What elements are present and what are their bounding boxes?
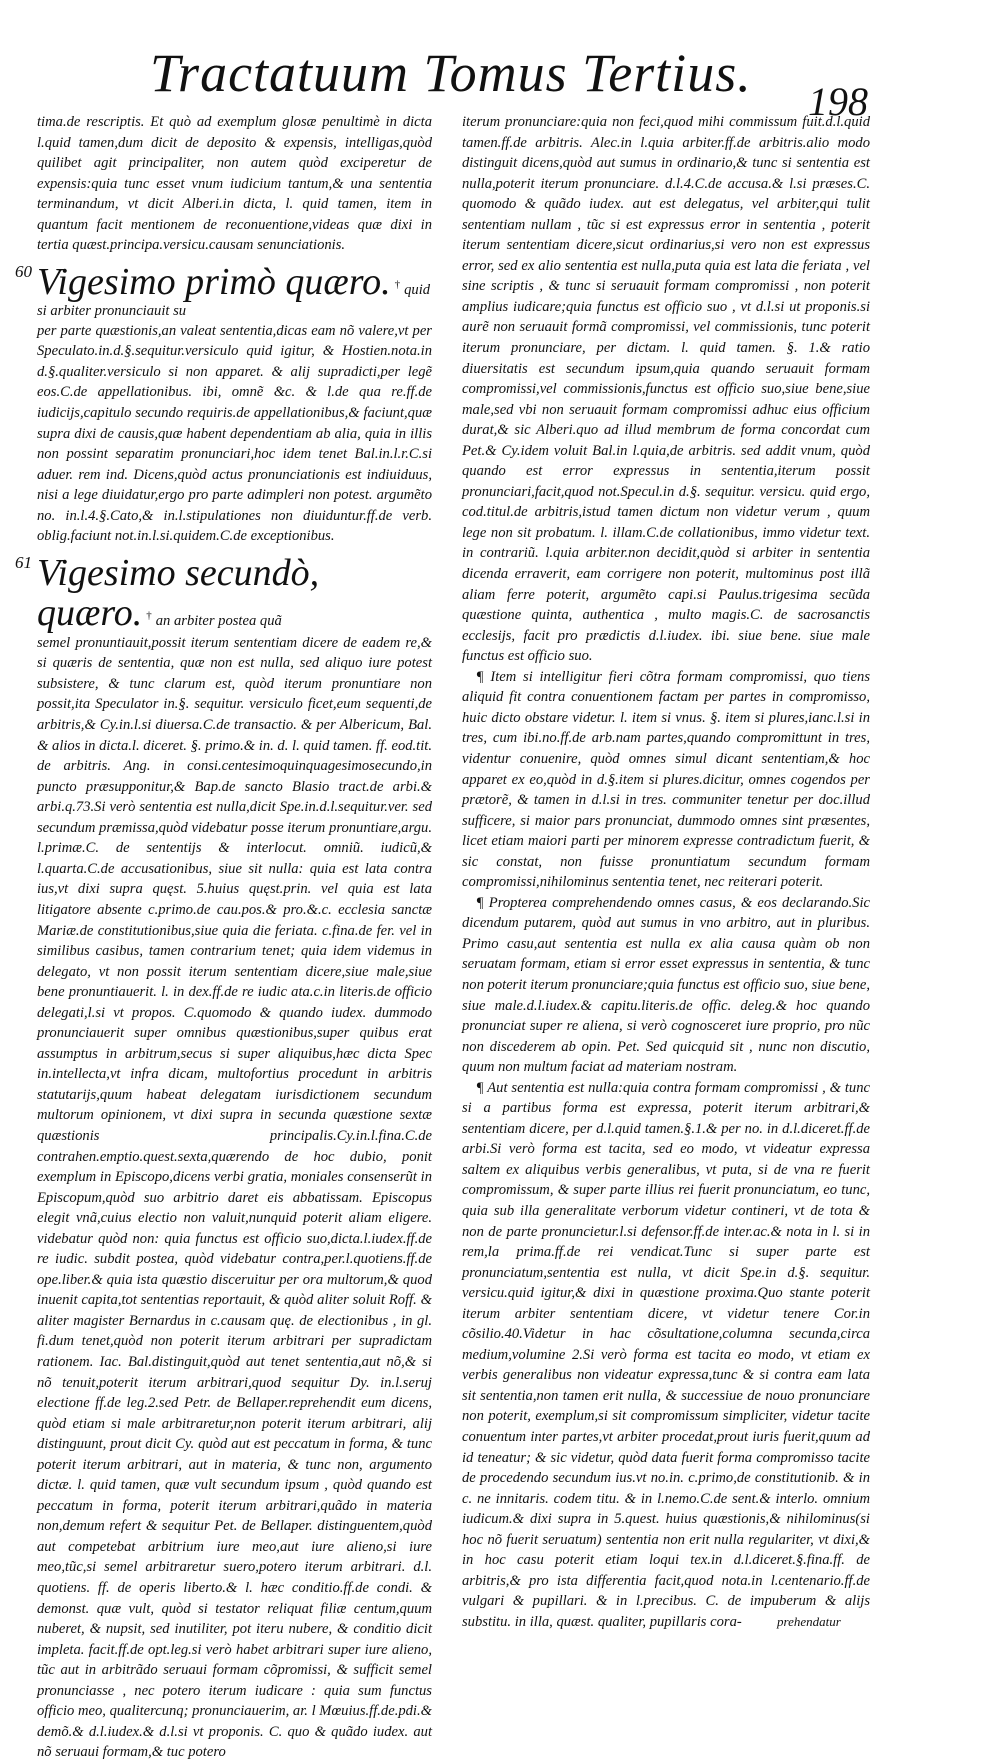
left-paragraph-2: per parte quæstionis,an valeat sententia,dicas eam nõ valere,vt per Speculato.in.d.§.sequitur.versiculo quid igitur, & Hostien.nota.in d.§.qualiter.versiculo si non apparet. & alij supradicti,per legẽ eos.C.de appellationibus. ibi, omnẽ &c. & l.de qua re.ff.de iudicijs,capitulo secundo requiris.de appellationibus,& faciunt,quæ supra dixi de causis,quæ habent dependentiam ab alia, quia in illis non possint separatim pronunciari,hoc idem tenet Bal.in.l.r.C.si aduer. rem ind. Dicens,quòd actus pronunciationis est indiuiduus, nisi a lege diuidatur,ergo pro parte adimpleri non potest. argumẽto no. in.l.4.§.Cato,& in.l.stipulationes non diuiduntur.ff.de verb. oblig.faciunt not.in.l.si.quidem.C.de exceptionibus. [37, 322, 432, 545]
right-paragraph-3: ¶ Propterea comprehendendo omnes casus, & eos declarando.Sic dicendum putarem, quòd aut sumus in vno arbitro, aut in pluribus. Primo casu,aut sententia est nulla ex alia causa quàm ob non seruatam formam, etiam si error esset expressus in sententia, & tunc non poterit iterum pronunciare;quia functus est officio suo, siue bene, siue male.d.l.iudex.& capitu.literis.de offic. deleg.& hoc quando pronunciat super re aliena, si verò cognosceret iure proprio, pro nũc non discederem ab opin. Pet. Sed quicquid sit , nunc non discutio, quum non multum faciat ad materiam nostram. [462, 894, 870, 1076]
right-paragraph-1: iterum pronunciare:quia non feci,quod mihi commissum fuit.d.l.quid tamen.ff.de arbitris. Alec.in l.quia arbiter.ff.de arbitris.alio modo distinguit dicens,quòd aut sumus in ordinario,& tunc si sententia est nulla,poterit iterum pronunciare. d.l.4.C.de accusa.& l.si præses.C. quomodo & quãdo iudex. aut est delegatus, vel arbiter,qui tulit sententiam nullam , tũc si est expressus error in sententia , poterit iterum sententiam dicere,sicut ordinarius,si vero non est expressus error, sed ex alio sententia est nulla,puta quia est lata die feriata , vel sine scriptis , & tunc si seruauit formam compromissi , non poterit amplius iudicare;quia functus est officio suo , vt d.l.si ut proponis.si aurẽ non seruauit formã compromissi, vel commissionis, tunc poterit iterum pronunciare, per dictam. l. quid tamen. §. 1.& ratio diuersitatis est secundum ipsum,quia quando seruauit formam compromissi,vel commissionis,functus est officio suo,siue bene,siue male,sed vbi non seruauit formam compromissi adhuc eius officium durat,& sic Alberi.quo ad illud membrum de forma concordat cum Pet.& Cy.idem voluit Bal.in l.quia,de arbitris. sed addit vnum, quòd quando est error expressus in sententia,iterum possit pronunciari,facit,quod not.Specul.in d.§. sequitur. versicu. quid ergo, cod.titul.de arbitris,istud tamen dictum non videtur verum , quum lege non sit probatum. l. illam.C.de collationibus, immo videtur text. in contrariũ. l.quia arbiter.non decidit,quòd si arbiter in sententia dicenda erraverit, eam corrigere non poterit, multominus post illã aliam ferre poterit, argumẽto capi.si Paulus.trigesima secũda quæstione quinta, authentica , multo magis.C. de sacrosanctis ecclesijs, facit pro prædictis d.l.iudex. ibi. siue bene. siue male functus est officio suo. [462, 114, 870, 665]
marginal-number-60: 60 [15, 261, 32, 281]
marginal-number-61: 61 [15, 552, 32, 572]
left-paragraph-3: semel pronuntiauit,possit iterum sententiam dicere de eadem re,& si quæris de sententia, quæ non est nulla, sed aliquo iure potest subsistere, & tunc clarum est, quòd iterum pronuntiare non possit,ita Speculator in.§. sequitur. versiculo ficet,eum sequenti,de arbitris,& Cy.in.l.si diuersa.C.de transactio. & per Albericum, Bal. & alios in dicta.l. diceret. §. primo.& in. d. l. quid tamen. ff. eod.tit. de arbitris. Ang. in consi.centesimoquinquagesimosecundo,in puncto præsupponitur,& Bap.de sancto Blasio tract.de arbi.& arbi.q.73.Si verò sententia est nulla,dicit Spe.in.d.l.sequitur.ver. sed secundum præmissa,quòd videbatur posse iterum pronuntiare,argu. l.primæ.C. de sententijs & interlocut. omniũ. iudicũ,& l.quarta.C.de accusationibus, siue sit nulla: quia est lata contra ius,vt dixi supra quęst. 5.huius quęst.prin. vel quia est lata litigatore absente c.primo.de cau.pos.& pro.&.c. ecclesia sanctæ Mariæ.de constitutionibus,siue quia die feriata. c.fina.de fer. vel in similibus casibus, tamen contrarium tenet; quia idem videmus in delegato, vt non possit iterum sententiam dicere,siue male,siue bene pronuntiauerit. l. in dex.ff.de re iudic ata.c.in literis.de officio delegati,l.si vt propos. C.quomodo & quando iudex. dummodo pronunciauerit super omnibus quæstionibus,super quibus erat assumptus in arbitrum,secus si super aliquibus,hæc dicta Spec in.intellecta,vt infra dicam, multofortius procedunt in arbitris statutarijs,quum habeat delegatam iurisdictionem secundum multorum opinionem, vt dixi supra in secunda quæstione sextæ quæstionis principalis.Cy.in.l.fina.C.de contrahen.emptio.quest.sexta,quærendo de hoc dubio, ponit exemplum in Episcopo,dicens verbi gratia, moniales consenserũt in Episcopum,quòd suo arbitrio daret eis abbatissam. Episcopus elegit vnã,cuius electio non valuit,nunquid poterit aliam eligere. videbatur quòd non: quia functus est officio suo,dicta.l.iudex.ff.de re iudic. subdit postea, quòd videbatur contra,per.l.quotiens.ff.de ope.liber.& quia ista quæstio disceruitur per ora multorum,& quod inuenit capita,tot sententias reportauit, & quòd aliter soluit Roff. & aliter magister Bernardus in c.causam quę. de electionibus , in gl. fi.dum tenet,quòd non poterit iterum arbitrari per supradictam rationem. Iac. Bal.distinguit,quòd aut tenet sententia,aut nõ,& si nõ tenuit,poterit iterum arbitrari,quod sequitur Dy. in.l.seruj electione ff.de leg.2.sed Petr. de Bellaper.reprehendit eum dicens, quòd etiam si male arbitraretur,non poterit iterum arbitrari, alij distinguunt, prout dicit Cy. quòd aut est peccatum in forma, & tunc poterit iterum arbitrari, aut in materia, & tunc non, argumento dictæ. l. quid tamen, quæ vult secundum ipsum , quòd quando est peccatum in forma, poterit iterum arbitrari,quãdo in materia non,demum refert & sequitur Pet. de Bellaper. distinguentem,quòd aut competebat arbitrium iure meo,aut iure alieno,si iure meo,tũc,si semel arbitraretur suero,potero iterum arbitrari. d.l. quotiens. ff. de operis liberto.& l. hæc conditio.ff.de condi. & demonst. quæ vult, quòd si testator reliquat filiæ centum,quum nuberet, & nupsit, sed inutiliter, pot iteru nubere, & conditio dicit impleta. facit.ff.de opt.leg.si verò habet arbitrari super iure alieno, tũc aut in arbitrãdo seruaui formam cõpromissi, & sufficit semel pronunciasse , nec potero iterum iudicare : quia sum functus officio meo, qualitercunq; pronunciauerim, ar. l Mœuius.ff.de.pdi.& demõ.& d.l.iudex.& d.l.si vt proponis. C. quo & quãdo iudex. aut nõ seruaui formam,& tuc potero [37, 634, 432, 1761]
question-21-title: Vigesimo primò quæro. [37, 260, 391, 303]
question-22-tail: an arbiter postea quã [155, 612, 282, 629]
question-22-heading [15, 551, 432, 634]
question-22-title: Vigesimo secundò, quæro. [37, 551, 320, 634]
right-paragraph-2: ¶ Item si intelligitur fieri cõtra formam compromissi, quo tiens aliquid fit contra conuentionem factam per partes in compromisso, huic dicto obstare videtur. l. item si vnus. §. item si plures,ianc.l.si in tres, cum ibi.no.ff.de arb.nam partes,quando compromittunt in tres, videntur conuenire, quòd omnes simul dicant sententiam,& hoc apparet ex eo,quòd in d.§.item si plures.dicitur, omnes cogendos per prætorẽ, & tamen in d.l.si in tres. communiter tenetur per doc.illud sufficere, si maior pars pronunciat, dummodo omnes sint præsentes, licet etiam maiori parti per minorem expresse contradictum fuerit, & sic constat, non fuisse pronuntiatum secundum formam compromissi,nihilominus sententia tenet, nec reiterari poterit. [462, 668, 870, 891]
note-mark-icon: † [394, 278, 401, 291]
running-head: Tractatuum Tomus Tertius. [150, 43, 752, 103]
note-mark-icon: † [146, 609, 152, 622]
question-21-tail: quid si arbiter pronunciauit su [37, 281, 431, 319]
right-paragraph-4: ¶ Aut sententia est nulla:quia contra formam compromissi , & tunc si a partibus forma est expressa, poterit iterum arbitrari,& sententiam dicere, per d.l.quid tamen.§.1.& per no. in d.l.diceret.ff.de arbi.Si verò forma est tacita, sed eo modo, vt videatur expressa saltem ex aliquibus verbis generalibus, vt puta, si de vna re fuerit compromissum, & super parte illius rei fuerit pronunciatum, eo tunc, quia sub illa generalitate verborum videtur contineri, vt de tota & non de parte pronuncietur.l.si defensor.ff.de inter.ac.& nota in l. si in rem,la prima.ff.de rei vendicat.Tunc si super parte est pronunciatum,sententia est nulla, vt dicit Spe.in d.§. sequitur. versicu.quid igitur,& dixi in quæstione proxima.Quo stante poterit iterum arbiter sententiam dicere, vt videtur tenere Cor.in cõsilio.40.Videtur in hac cõsultatione,columna secunda,circa medium,volumine 2.Si verò forma est tacita eo modo, vt etiam ex verbis generalibus non videatur expressa,tunc & si contra eam lata sit sententia,non tamen erit nulla, & successiue de nouo pronunciare non poterit, exemplum,si sit compromissum simpliciter, videtur tacite conuentum inter partes,vt arbiter procedat,prout iuris fuerit,quum ad id teneatur; & sic videtur, quòd data fuerit forma compromisso tacite de procedendo secundum ius.vt no.in. c.primo,de constitutionib. & in c. ne innitaris. codem titu. & in l.nemo.C.de sent.& interlo. omnium iudicum.& dixi supra in 5.quest. huius quæstionis,& nihilominus(si hoc nõ fuerit seruatum) sententia non erit nulla regulariter, vt dixi,& in hoc casu poterit etiam loqui tex.in d.l.diceret.§.fina.ff. de arbitris,& pro ista differentia facit,quod nota.in l.centenario.ff.de vulgari & pupillari. & in l.precibus. C. de impuberum & alijs substitu. in illa, quæst. qualiter, pupillaris cora- [462, 1079, 870, 1630]
right-column [462, 112, 870, 1637]
catchword: prehendatur [777, 1614, 841, 1629]
left-paragraph-1: tima.de rescriptis. Et quò ad exemplum glosæ penultimè in dicta l.quid tamen,dum dicit de deposito & expensis, intelligas,quòd quilibet agit principaliter, non autem quòd exciperetur de expensis:quia tunc esset vnum iudicium tantum,& una sententia terminandum, vt dicit Alberi.in dicta, l. quid tamen, item in quantum facit mentionem de reconuentione,videas quæ dixi in tertia quæst.principa.versicu.causam senunciationis. [37, 114, 432, 254]
page-number: 198 [808, 79, 868, 124]
question-21-heading [15, 260, 432, 321]
left-column [15, 112, 432, 1761]
